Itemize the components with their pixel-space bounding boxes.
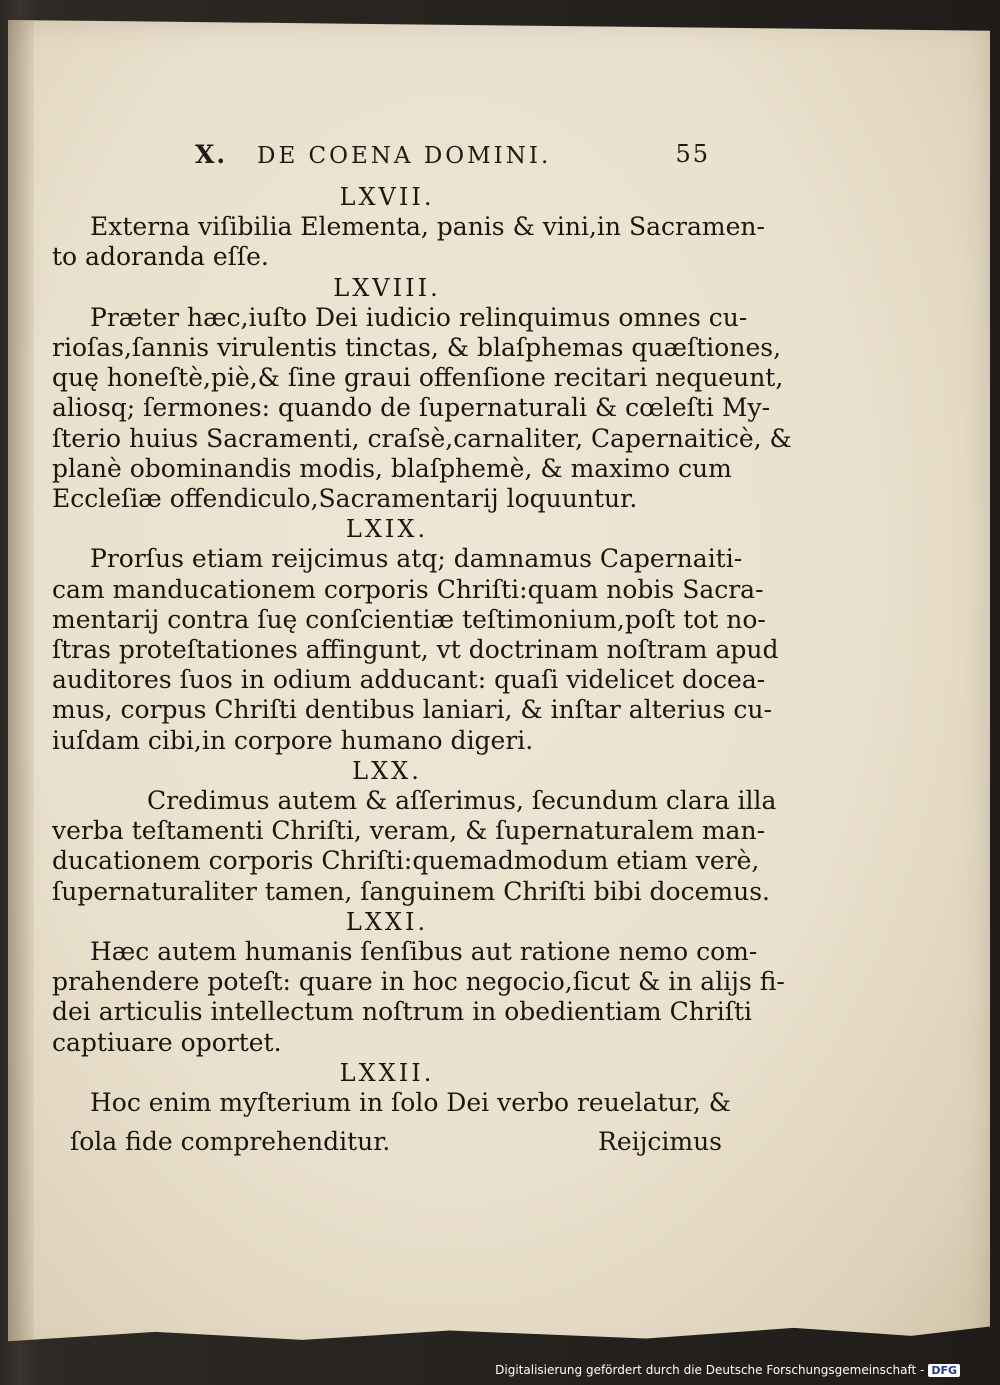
catchword: Reijcimus — [598, 1127, 722, 1156]
book-number: X. — [195, 140, 228, 169]
section-heading: LXIX. — [345, 515, 429, 544]
text-line: Hæc autem humanis ſenſibus aut ratione nemo com- — [90, 937, 758, 967]
text-line: Præter hæc,iuſto Dei iudicio relinquimus omnes cu- — [90, 302, 748, 332]
body-text — [52, 182, 792, 1118]
text-line: iuſdam cibi,in corpore humano digeri. — [52, 725, 534, 755]
text-line: mentarij contra ſuę conſcientiæ teſtimonium,poſt tot no- — [52, 604, 766, 634]
page-gutter-shadow — [8, 20, 34, 1360]
text-line: Prorſus etiam reijcimus atq; damnamus Capernaiti- — [90, 544, 743, 574]
text-line: Externa viſibilia Elementa, panis & vini,in Sacramen- — [90, 212, 765, 242]
text-line: ſterio huius Sacramenti, craſsè,carnaliter, Capernaiticè, & — [52, 423, 792, 453]
last-text-line: ſola fide comprehenditur. — [70, 1127, 391, 1156]
page-number: 55 — [675, 140, 710, 168]
dfg-logo-icon: DFG — [928, 1364, 960, 1377]
section-heading: LXVIII. — [333, 273, 441, 302]
section-heading: LXXII. — [339, 1058, 435, 1087]
digitization-credit — [495, 1363, 960, 1377]
running-header — [195, 140, 720, 180]
section-heading: LXX. — [352, 756, 422, 785]
text-line: aliosq; ſermones: quando de ſupernaturali & cœleſti My- — [52, 393, 771, 423]
text-line: verba teſtamenti Chriſti, veram, & ſupernaturalem man- — [52, 816, 766, 846]
text-line: prahendere poteſt: quare in hoc negocio,ſicut & in alijs fi- — [52, 967, 785, 997]
section-heading: LXVII. — [339, 183, 435, 211]
section-heading: LXXI. — [345, 907, 429, 936]
text-line: ſupernaturaliter tamen, ſanguinem Chriſti bibi docemus. — [52, 876, 770, 906]
text-line: ſtras proteſtationes affingunt, vt doctrinam noſtram apud — [52, 635, 779, 665]
closing-line — [52, 1127, 722, 1159]
text-line: dei articulis intellectum noſtrum in obedientiam Chriſti — [52, 997, 753, 1027]
text-line: Hoc enim myſterium in ſolo Dei verbo reuelatur, & — [90, 1088, 732, 1118]
text-line: ducationem corporis Chriſti:quemadmodum etiam verè, — [52, 846, 760, 876]
text-line: to adoranda eſſe. — [52, 242, 269, 272]
credit-text: Digitalisierung gefördert durch die Deutsche Forschungsgemeinschaft - — [495, 1363, 925, 1377]
text-line: rioſas,ſannis virulentis tinctas, & blaſphemas quæſtiones, — [52, 333, 782, 363]
text-line: Credimus autem & aſſerimus, ſecundum clara illa — [147, 786, 777, 816]
text-line: quę honeſtè,piè,& ſine graui offenſione recitari nequeunt, — [52, 363, 784, 393]
text-line: Eccleſiæ offendiculo,Sacramentarij loquuntur. — [52, 484, 638, 514]
text-line: auditores ſuos in odium adducant: quaſi videlicet doceа- — [52, 665, 766, 695]
text-line: captiuare oportet. — [52, 1027, 282, 1057]
text-line: mus, corpus Chriſti dentibus laniari, & inſtar alterius cu- — [52, 695, 772, 725]
text-line: cam manducationem corporis Chriſti:quam nobis Sacra- — [52, 574, 764, 604]
running-title: DE COENA DOMINI. — [257, 143, 552, 169]
text-line: planè obominandis modis, blaſphemè, & maximo cum — [52, 453, 732, 483]
